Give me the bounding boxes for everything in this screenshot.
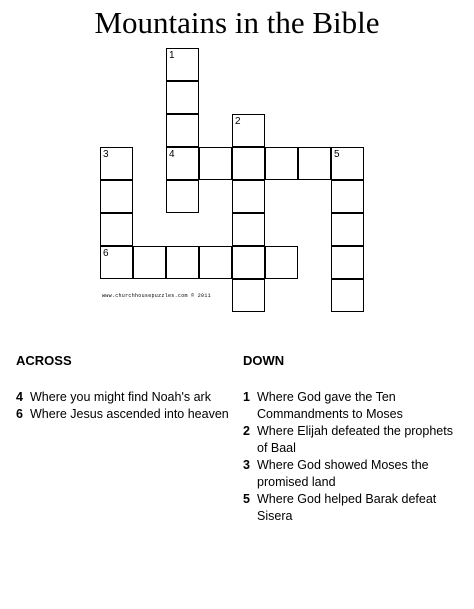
down-clue[interactable] [243, 423, 463, 457]
down-clue[interactable] [243, 491, 463, 525]
clue-number: 1 [243, 390, 250, 404]
grid-cell[interactable] [166, 147, 199, 180]
clue-number: 4 [16, 390, 23, 404]
grid-cell[interactable] [166, 114, 199, 147]
grid-cell[interactable] [232, 279, 265, 312]
grid-cell[interactable] [199, 246, 232, 279]
grid-cell[interactable] [232, 246, 265, 279]
across-heading: ACROSS [16, 353, 72, 368]
grid-cell[interactable] [298, 147, 331, 180]
grid-cell[interactable] [331, 180, 364, 213]
clue-text: Where God helped Barak defeat Sisera [257, 492, 437, 523]
cell-number: 2 [235, 116, 241, 127]
grid-cell[interactable] [166, 81, 199, 114]
down-clues [243, 353, 463, 525]
copyright-text: www.churchhousepuzzles.com © 2011 [102, 293, 211, 299]
grid-cell[interactable] [265, 246, 298, 279]
cell-number: 1 [169, 50, 175, 61]
clue-number: 6 [16, 407, 23, 421]
cell-number: 4 [169, 149, 175, 160]
grid-cell[interactable] [166, 246, 199, 279]
clue-number: 2 [243, 424, 250, 438]
grid-cell[interactable] [232, 180, 265, 213]
grid-cell[interactable] [166, 48, 199, 81]
grid-cell[interactable] [232, 147, 265, 180]
clue-number: 3 [243, 458, 250, 472]
grid-cell[interactable] [100, 246, 133, 279]
grid-cell[interactable] [331, 279, 364, 312]
across-clue[interactable] [16, 406, 236, 423]
down-clue[interactable] [243, 457, 463, 491]
clue-text: Where God showed Moses the promised land [257, 458, 429, 489]
grid-cell[interactable] [265, 147, 298, 180]
grid-cell[interactable] [199, 147, 232, 180]
down-clue[interactable] [243, 389, 463, 423]
clue-text: Where you might find Noah's ark [30, 390, 211, 404]
clue-number: 5 [243, 492, 250, 506]
cell-number: 5 [334, 149, 340, 160]
grid-cell[interactable] [331, 246, 364, 279]
grid-cell[interactable] [133, 246, 166, 279]
across-clues [16, 353, 236, 423]
grid-cell[interactable] [331, 213, 364, 246]
clue-text: Where Elijah defeated the prophets of Baal [257, 424, 453, 455]
cell-number: 3 [103, 149, 109, 160]
across-clue[interactable] [16, 389, 236, 406]
grid-cell[interactable] [100, 147, 133, 180]
down-heading: DOWN [243, 353, 285, 368]
grid-cell[interactable] [166, 180, 199, 213]
grid-cell[interactable] [232, 213, 265, 246]
grid-cell[interactable] [232, 114, 265, 147]
grid-cell[interactable] [331, 147, 364, 180]
grid-cell[interactable] [100, 180, 133, 213]
clue-text: Where God gave the Ten Commandments to Moses [257, 390, 403, 421]
grid-cell[interactable] [100, 213, 133, 246]
cell-number: 6 [103, 248, 109, 259]
page-title: Mountains in the Bible [94, 5, 380, 40]
clue-text: Where Jesus ascended into heaven [30, 407, 229, 421]
